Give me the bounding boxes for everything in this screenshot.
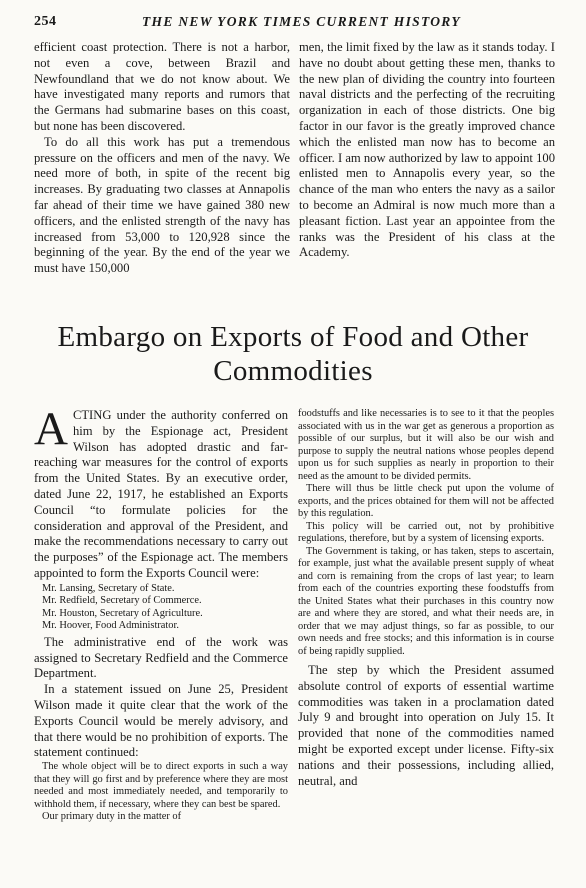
lead-text: under the authority conferred on him by the Espionage act, President Wilson has adopted drastic and far-reaching war measures for the control of exports from the United States. By an executive order, dated June 22, 1917, he established an Exports Council “to formulate policies for the consideration and approval of the President, and make the recommendations necessary to carry out the purposes” of the Espionage act. The members appointed to form the Exports Council were: — [34, 408, 288, 580]
quote-paragraph: The whole object will be to direct exports in such a way that they will go first and by preference where they are most needed and most immediately needed, and temporarily to withhold them, if necessary, where they can best be spared. — [34, 761, 288, 810]
paragraph: men, the limit fixed by the law as it stands today. I have no doubt about getting these men, thanks to the new plan of dividing the country into fourteen naval districts and the perfecting of the recruiting organization in each of those districts. One big factor in our favor is the greatly improved chance which the enlisted man now has to become an officer. I am now authorized by law to appoint 100 enlisted men to Annapolis every year, so the chance of the man who enters the navy as a sailor to become an Admiral is now much more than a pleasant fiction. Last year an appointee from the ranks was the President of his class at the Academy. — [299, 40, 555, 260]
page-number: 254 — [34, 14, 57, 29]
council-member: Mr. Lansing, Secretary of State. — [42, 582, 175, 594]
quote-paragraph: foodstuffs and like necessaries is to see to it that the peoples associated with us in the war get as generous a proportion as possible of our surplus, but it will also be our wish and purpose to supply the neutral nations whose peoples depend upon us for such supplies as nearly in proportion to their need as the amount to be divided permits. — [298, 408, 554, 482]
article-column-1 — [34, 403, 288, 824]
paragraph: To do all this work has put a tremendous pressure on the officers and men of the navy. We need more of both, in spite of the recent big increases. By graduating two classes at Annapolis far ahead of their time we have gained 380 new officers, and the enlisted strength of the navy has increased from 53,000 to 120,928 since the beginning of the year. By the end of the year we must have 150,000 — [34, 134, 290, 276]
lead-smallcaps: CTING — [72, 408, 112, 422]
paragraph: The administrative end of the work was assigned to Secretary Redfield and the Commerce Department. — [34, 634, 288, 681]
quote-paragraph: There will thus be little check put upon the volume of exports, and the prices obtained for them will not be affected by this regulation. — [298, 483, 554, 519]
drop-cap: A — [34, 403, 68, 455]
continued-article-column-2 — [299, 40, 555, 261]
paragraph: The step by which the President assumed absolute control of exports of essential wartime commodities was taken in a proclamation dated July 9 and brought into operation on July 15. It provided that none of the commodities named might be exported except under license. Fifty-six nations and their possessions, including allied, neutral, and — [298, 663, 554, 788]
quote-paragraph: The Government is taking, or has taken, steps to ascertain, for example, just what the available present supply of wheat and corn is remaining from the crops of last year; to learn from each of the countries exporting these foodstuffs from the United States what their purchases in this country now are and where they are stored, and what their needs are, in order that we may adjust things, so far as possible, to our own needs and free stocks; and this information is in course of being rapidly supplied. — [298, 545, 554, 657]
paragraph: In a statement issued on June 25, President Wilson made it quite clear that the work of the Exports Council would be merely advisory, and that there would be no prohibition of exports. The statement continued: — [34, 682, 288, 760]
council-member: Mr. Hoover, Food Administrator. — [42, 620, 179, 632]
quoted-statement — [34, 761, 288, 824]
article-column-2 — [298, 408, 554, 789]
running-head — [34, 14, 554, 34]
quote-paragraph: This policy will be carried out, not by prohibitive regulations, therefore, but by a system of licensing exports. — [298, 520, 554, 544]
council-member: Mr. Houston, Secretary of Agriculture. — [42, 607, 203, 619]
council-member: Mr. Redfield, Secretary of Commerce. — [42, 595, 202, 607]
paragraph: efficient coast protection. There is not a harbor, not even a cove, between Brazil and Newfoundland that we do not know about. We have investigated many reports and rumors that the Germans had submarine bases on this coast, but none has been discovered. — [34, 40, 290, 133]
continued-article-column-1 — [34, 40, 290, 277]
article-headline: Embargo on Exports of Food and Other Commodities — [57, 321, 529, 387]
quoted-statement-continued — [298, 408, 554, 658]
lead-paragraph — [34, 403, 288, 582]
quote-paragraph: Our primary duty in the matter of — [42, 811, 182, 823]
council-members-list — [34, 583, 288, 633]
running-title: THE NEW YORK TIMES CURRENT HISTORY — [142, 14, 461, 29]
